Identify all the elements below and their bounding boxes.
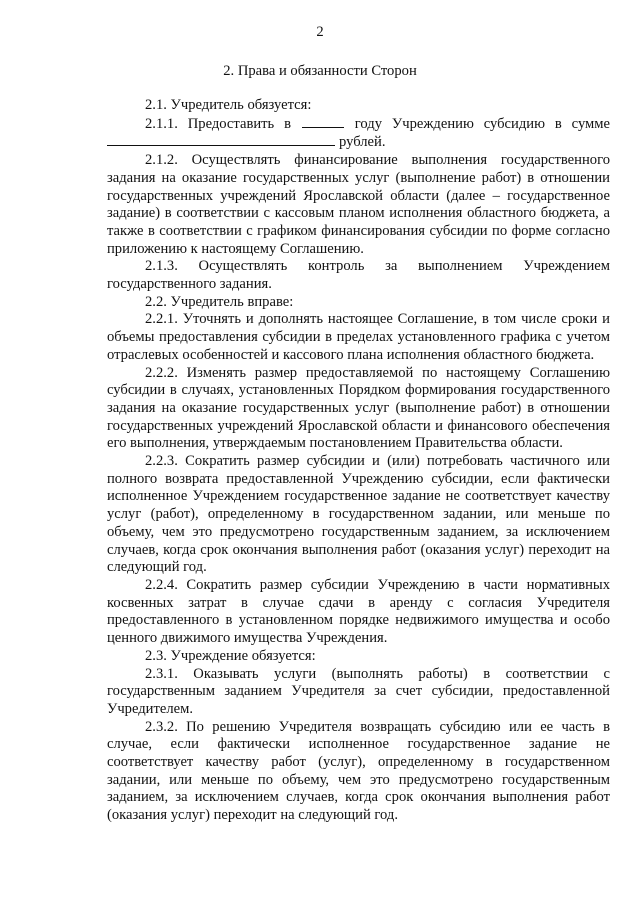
clause-2-1-1-lead: 2.1.1. Предоставить в: [145, 115, 291, 132]
clause-2-2: 2.2. Учредитель вправе:: [145, 293, 294, 310]
clause-2-1-1-middle: году Учреждению субсидию в сумме: [354, 115, 610, 132]
section-title: 2. Права и обязанности Сторон: [223, 63, 417, 79]
clause-2-3: 2.3. Учреждение обязуется:: [145, 647, 316, 664]
clause-2-2-1: 2.2.1. Уточнять и дополнять настоящее Соглашение, в том числе сроки и объемы предоставления субсидии в пределах установленного графика с учетом отраслевых особенностей и кассового плана исполнения областного бюджета.: [107, 311, 610, 363]
clause-2-2-2: 2.2.2. Изменять размер предоставляемой по настоящему Соглашению субсидии в случаях, установленных Порядком формирования государственного задания на оказание государственных услуг (выполнение работ) в отношении государственных учреждений Ярославской области и финансового обеспечения его выполнения, утверждаемым постановлением Правительства области.: [107, 364, 610, 452]
clause-2-1-1-tail: рублей.: [339, 134, 386, 151]
clause-2-3-1: 2.3.1. Оказывать услуги (выполнять работы) в соответствии с государственным заданием Учредителя за счет субсидии, предоставленной Учредителем.: [107, 665, 610, 717]
document-body: [107, 97, 610, 825]
clause-2-1-2: 2.1.2. Осуществлять финансирование выполнения государственного задания на оказание государственных услуг (выполнение работ) в отношении государственных учреждений Ярославской области (далее – государственное задание) в соответствии с кассовым планом исполнения областного бюджета, а также в соответствии с графиком финансирования субсидии по форме согласно приложению к настоящему Соглашению.: [107, 152, 610, 257]
sum-blank-field: [107, 133, 335, 146]
clause-2-1-3: 2.1.3. Осуществлять контроль за выполнением Учреждением государственного задания.: [107, 258, 610, 293]
clause-2-2-4: 2.2.4. Сократить размер субсидии Учреждению в части нормативных косвенных затрат в случае сдачи в аренду с согласия Учредителя предоставленного в установленном порядке недвижимого имущества и особо ценного движимого имущества Учреждения.: [107, 576, 610, 647]
clause-2-2-3: 2.2.3. Сократить размер субсидии и (или) потребовать частичного или полного возврата предоставленной Учреждению субсидии, если фактически исполненное Учреждением государственное задание не соответствует качеству услуг (работ), определенному в государственном задании, или меньше по объему, чем это предусмотрено государственным заданием, за исключением случаев, когда срок окончания выполнения работ (оказания услуг) переходит на следующий год.: [107, 453, 610, 576]
year-blank-field: [302, 115, 344, 128]
page-number: 2: [316, 24, 324, 40]
clause-2-1-1: [107, 115, 610, 152]
clause-2-1: 2.1. Учредитель обязуется:: [145, 97, 312, 113]
clause-2-3-2: 2.3.2. По решению Учредителя возвращать субсидию или ее часть в случае, если фактически исполненное государственное задание не соответствует качеству работ (услуг), определенному в государственном задании, или меньше по объему, чем это предусмотрено государственным заданием, за исключением случаев, когда срок окончания выполнения работ (оказания услуг) переходит на следующий год.: [107, 718, 610, 824]
